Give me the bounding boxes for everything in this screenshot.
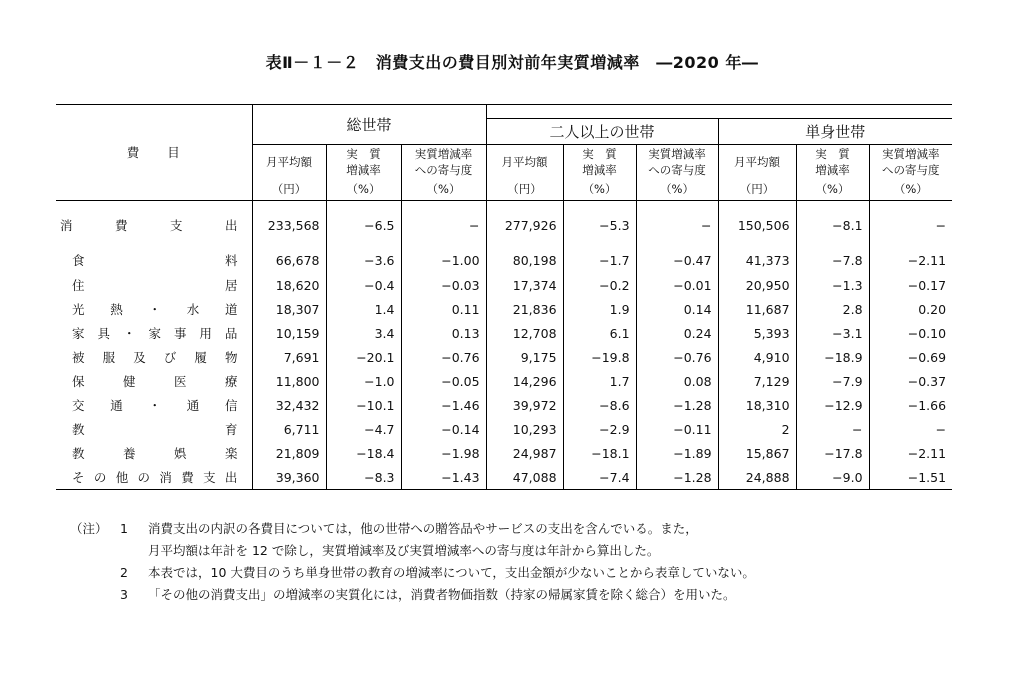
table-cell: −1.00	[401, 239, 486, 273]
table-cell: 12,708	[486, 321, 563, 345]
table-row	[56, 297, 952, 321]
note-line: 月平均額は年計を 12 で除し，実質増減率及び実質増減率への寄与度は年計から算出した。	[148, 543, 660, 558]
header-avg-label: 月平均額	[718, 145, 796, 179]
note-line: 3 「その他の消費支出」の増減率の実質化には，消費者物価指数（持家の帰属家賃を除く総合）を用いた。	[120, 587, 736, 602]
table-cell: 0.08	[636, 369, 718, 393]
table-cell: −2.11	[869, 441, 952, 465]
header-rate-label: 実 質 増減率	[796, 145, 869, 179]
row-label: 交 通 ・ 通 信	[72, 398, 238, 413]
table-cell: −12.9	[796, 393, 869, 417]
table-cell: −	[869, 201, 952, 240]
table-cell: 32,432	[252, 393, 326, 417]
table-cell: −0.10	[869, 321, 952, 345]
table-cell: 9,175	[486, 345, 563, 369]
table-cell: 11,687	[718, 297, 796, 321]
header-rate-unit: （%）	[563, 179, 636, 201]
header-avg-label: 月平均額	[486, 145, 563, 179]
header-item-column: 費 目	[56, 105, 252, 201]
header-rate-label: 実 質 増減率	[563, 145, 636, 179]
table-cell: −10.1	[326, 393, 401, 417]
table-cell: 0.11	[401, 297, 486, 321]
table-cell: −	[636, 201, 718, 240]
table-row	[56, 201, 952, 240]
table-cell: −0.01	[636, 273, 718, 297]
table-cell: −1.3	[796, 273, 869, 297]
table-cell: −4.7	[326, 417, 401, 441]
header-avg-unit: （円）	[252, 179, 326, 201]
table-cell: 39,972	[486, 393, 563, 417]
table-cell: 21,809	[252, 441, 326, 465]
table-cell: −0.11	[636, 417, 718, 441]
header-contrib-label: 実質増減率 への寄与度	[869, 145, 952, 179]
header-avg-unit: （円）	[486, 179, 563, 201]
table-cell: 2	[718, 417, 796, 441]
table-cell: 18,620	[252, 273, 326, 297]
table-cell: 5,393	[718, 321, 796, 345]
table-cell: 6.1	[563, 321, 636, 345]
table-cell: −6.5	[326, 201, 401, 240]
table-cell: 277,926	[486, 201, 563, 240]
table-row	[56, 239, 952, 273]
table-cell: −0.37	[869, 369, 952, 393]
table-cell: −0.76	[401, 345, 486, 369]
row-label: 被 服 及 び 履 物	[72, 350, 238, 365]
table-cell: −0.47	[636, 239, 718, 273]
table-cell: −0.17	[869, 273, 952, 297]
table-cell: 1.9	[563, 297, 636, 321]
table-cell: 66,678	[252, 239, 326, 273]
table-cell: −1.7	[563, 239, 636, 273]
table-cell: 0.24	[636, 321, 718, 345]
table-row	[56, 273, 952, 297]
table-cell: 2.8	[796, 297, 869, 321]
table-cell: 80,198	[486, 239, 563, 273]
table-cell: −1.66	[869, 393, 952, 417]
table-cell: 3.4	[326, 321, 401, 345]
header-group-multi: 二人以上の世帯	[486, 119, 718, 145]
table-cell: −17.8	[796, 441, 869, 465]
table-cell: 15,867	[718, 441, 796, 465]
table-cell: −19.8	[563, 345, 636, 369]
table-cell: 7,691	[252, 345, 326, 369]
header-contrib-unit: （%）	[401, 179, 486, 201]
table-cell: −5.3	[563, 201, 636, 240]
table-cell: −2.9	[563, 417, 636, 441]
note-mark: （注）	[70, 521, 108, 536]
table-cell: 7,129	[718, 369, 796, 393]
table-cell: −	[401, 201, 486, 240]
table-cell: −1.51	[869, 465, 952, 490]
table-cell: −20.1	[326, 345, 401, 369]
table-cell: −	[869, 417, 952, 441]
table-cell: −1.0	[326, 369, 401, 393]
table-cell: 39,360	[252, 465, 326, 490]
table-cell: 24,987	[486, 441, 563, 465]
note-line: 2 本表では，10 大費目のうち単身世帯の教育の増減率について，支出金額が少ないことから表章していない。	[120, 565, 755, 580]
table-cell: 1.7	[563, 369, 636, 393]
row-label: そ の 他 の 消 費 支 出	[72, 470, 238, 485]
table-cell: −0.05	[401, 369, 486, 393]
table-cell: −1.89	[636, 441, 718, 465]
table-cell: 18,310	[718, 393, 796, 417]
page-title: 表Ⅱ－１－２ 消費支出の費目別対前年実質増減率 ―2020 年―	[265, 53, 759, 72]
table-cell: −8.3	[326, 465, 401, 490]
table-cell: 0.13	[401, 321, 486, 345]
table-cell: −0.2	[563, 273, 636, 297]
table-cell: −0.4	[326, 273, 401, 297]
header-rate-unit: （%）	[326, 179, 401, 201]
table-row	[56, 321, 952, 345]
header-contrib-label: 実質増減率 への寄与度	[636, 145, 718, 179]
table-cell: 4,910	[718, 345, 796, 369]
row-label: 消 費 支 出	[60, 218, 238, 233]
table-cell: 10,159	[252, 321, 326, 345]
table-cell: −8.1	[796, 201, 869, 240]
table-cell: 20,950	[718, 273, 796, 297]
table-cell: 14,296	[486, 369, 563, 393]
table-cell: −1.98	[401, 441, 486, 465]
table-cell: −9.0	[796, 465, 869, 490]
table-cell: −3.6	[326, 239, 401, 273]
table-cell: 1.4	[326, 297, 401, 321]
table-cell: 0.14	[636, 297, 718, 321]
table-cell: 41,373	[718, 239, 796, 273]
header-avg-label: 月平均額	[252, 145, 326, 179]
note-line: （注） 1 消費支出の内訳の各費目については，他の世帯への贈答品やサービスの支出を含んでいる。また，	[70, 518, 755, 540]
table-row	[56, 369, 952, 393]
table-cell: −8.6	[563, 393, 636, 417]
row-label: 保 健 医 療	[72, 374, 238, 389]
table-cell: −1.28	[636, 465, 718, 490]
table-cell: 233,568	[252, 201, 326, 240]
table-cell: 0.20	[869, 297, 952, 321]
row-label: 食 料	[72, 253, 238, 268]
table-cell: −0.76	[636, 345, 718, 369]
table-cell: −7.4	[563, 465, 636, 490]
table-cell: −1.43	[401, 465, 486, 490]
table-cell: 11,800	[252, 369, 326, 393]
table-row	[56, 345, 952, 369]
header-group-single: 単身世帯	[718, 119, 952, 145]
table-cell: 150,506	[718, 201, 796, 240]
table-row	[56, 441, 952, 465]
table-cell: −18.1	[563, 441, 636, 465]
table-cell: 18,307	[252, 297, 326, 321]
table-cell: 6,711	[252, 417, 326, 441]
header-avg-unit: （円）	[718, 179, 796, 201]
row-label: 光 熱 ・ 水 道	[72, 302, 238, 317]
row-label: 家 具 ・ 家 事 用 品	[72, 326, 238, 341]
table-cell: 17,374	[486, 273, 563, 297]
table-row	[56, 465, 952, 490]
table-cell: 10,293	[486, 417, 563, 441]
header-contrib-unit: （%）	[869, 179, 952, 201]
table-cell: −1.46	[401, 393, 486, 417]
table-cell: −0.03	[401, 273, 486, 297]
table-cell: −2.11	[869, 239, 952, 273]
table-cell: −18.9	[796, 345, 869, 369]
table-cell: −3.1	[796, 321, 869, 345]
header-contrib-label: 実質増減率 への寄与度	[401, 145, 486, 179]
header-rate-unit: （%）	[796, 179, 869, 201]
table-cell: −18.4	[326, 441, 401, 465]
header-group-total: 総世帯	[252, 105, 486, 145]
table-cell: −0.14	[401, 417, 486, 441]
header-contrib-unit: （%）	[636, 179, 718, 201]
table-row	[56, 417, 952, 441]
notes	[70, 518, 755, 606]
table-row	[56, 393, 952, 417]
table-cell: 21,836	[486, 297, 563, 321]
table-cell: 24,888	[718, 465, 796, 490]
row-label: 住 居	[72, 278, 238, 293]
table-cell: −0.69	[869, 345, 952, 369]
expenditure-table	[56, 104, 952, 490]
table-cell: −7.9	[796, 369, 869, 393]
table-cell: −1.28	[636, 393, 718, 417]
table-cell: −	[796, 417, 869, 441]
row-label: 教 育	[72, 422, 238, 437]
row-label: 教 養 娯 楽	[72, 446, 238, 461]
table-cell: −7.8	[796, 239, 869, 273]
table-cell: 47,088	[486, 465, 563, 490]
header-rate-label: 実 質 増減率	[326, 145, 401, 179]
